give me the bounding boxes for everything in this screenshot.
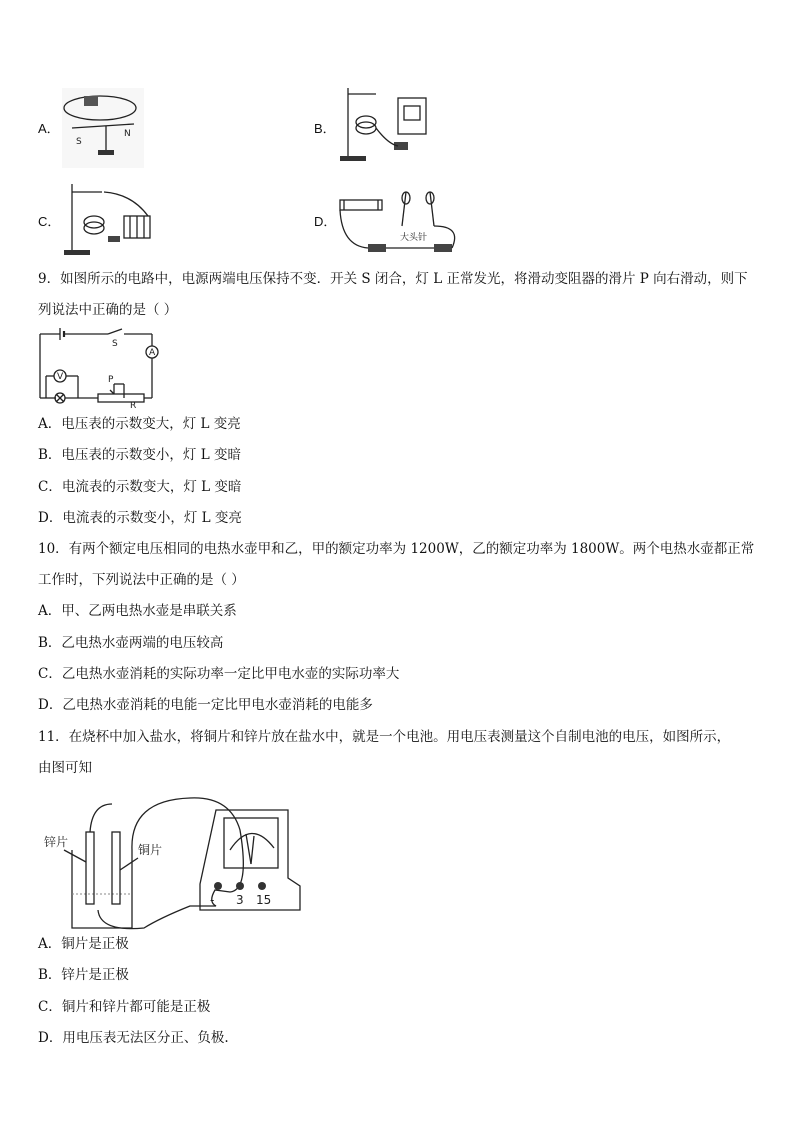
q10-option-c[interactable]: C．乙电热水壶消耗的实际功率一定比甲电水壶的实际功率大: [38, 666, 400, 682]
q9-option-a[interactable]: A．电压表的示数变大，灯 L 变亮: [38, 416, 241, 432]
q11-option-c[interactable]: C．铜片和锌片都可能是正极: [38, 999, 211, 1015]
q8-figure-c: [62, 180, 158, 258]
q10-option-b[interactable]: B．乙电热水壶两端的电压较高: [38, 635, 224, 651]
q10-stem-line1: 10．有两个额定电压相同的电热水壶甲和乙，甲的额定功率为 1200W，乙的额定功率为 1800W。两个电热水壶都正常: [38, 541, 755, 557]
q11-zinc-label: 锌片: [44, 835, 69, 849]
q8-option-a-label[interactable]: A．: [38, 121, 60, 136]
q8-figure-a-s-label: S: [76, 137, 82, 147]
q10-option-d[interactable]: D．乙电热水壶消耗的电能一定比甲电水壶消耗的电能多: [38, 697, 373, 713]
q9-stem-line2: 列说法中正确的是（ ）: [38, 302, 178, 318]
q9-voltmeter-label: V: [57, 372, 64, 382]
q11-3v-terminal: 3: [236, 893, 244, 907]
q9-option-c[interactable]: C．电流表的示数变大，灯 L 变暗: [38, 479, 242, 495]
q9-resistor-label: R: [130, 401, 137, 411]
q8-figure-a-n-label: N: [124, 129, 131, 139]
q10-option-a[interactable]: A．甲、乙两电热水壶是串联关系: [38, 603, 237, 619]
q8-option-c-label[interactable]: C．: [38, 214, 61, 229]
q11-stem-line1: 11．在烧杯中加入盐水，将铜片和锌片放在盐水中，就是一个电池。用电压表测量这个自制电池的电压，如图所示，: [38, 729, 731, 745]
q11-15v-terminal: 15: [256, 893, 272, 907]
q10-stem-line2: 工作时，下列说法中正确的是（ ）: [38, 572, 245, 588]
q11-copper-label: 铜片: [138, 843, 163, 857]
q11-minus-terminal: -: [210, 893, 215, 907]
q9-option-d[interactable]: D．电流表的示数变小，灯 L 变亮: [38, 510, 242, 526]
q8-option-b-label[interactable]: B．: [314, 121, 336, 136]
q8-figure-b: [338, 84, 434, 164]
q11-option-b[interactable]: B．锌片是正极: [38, 967, 129, 983]
q11-figure-battery-voltmeter: [40, 790, 300, 930]
q11-option-d[interactable]: D．用电压表无法区分正、负极.: [38, 1030, 229, 1046]
q9-ammeter-label: A: [149, 348, 156, 358]
q11-option-a[interactable]: A．铜片是正极: [38, 936, 129, 952]
q8-option-d-label[interactable]: D．: [314, 214, 337, 229]
q9-switch-label: S: [112, 339, 118, 349]
q11-stem-line2: 由图可知: [38, 760, 92, 776]
q8-figure-d-pin-label: 大头针: [400, 233, 428, 243]
q8-figure-d: [338, 186, 462, 258]
q8-figure-a: [62, 88, 144, 168]
q9-slider-label: P: [108, 375, 114, 385]
q9-circuit-diagram: [38, 328, 163, 411]
q9-option-b[interactable]: B．电压表的示数变小，灯 L 变暗: [38, 447, 241, 463]
q9-stem-line1: 9．如图所示的电路中，电源两端电压保持不变．开关 S 闭合，灯 L 正常发光，将滑动变阻器的滑片 P 向右滑动，则下: [38, 271, 748, 287]
